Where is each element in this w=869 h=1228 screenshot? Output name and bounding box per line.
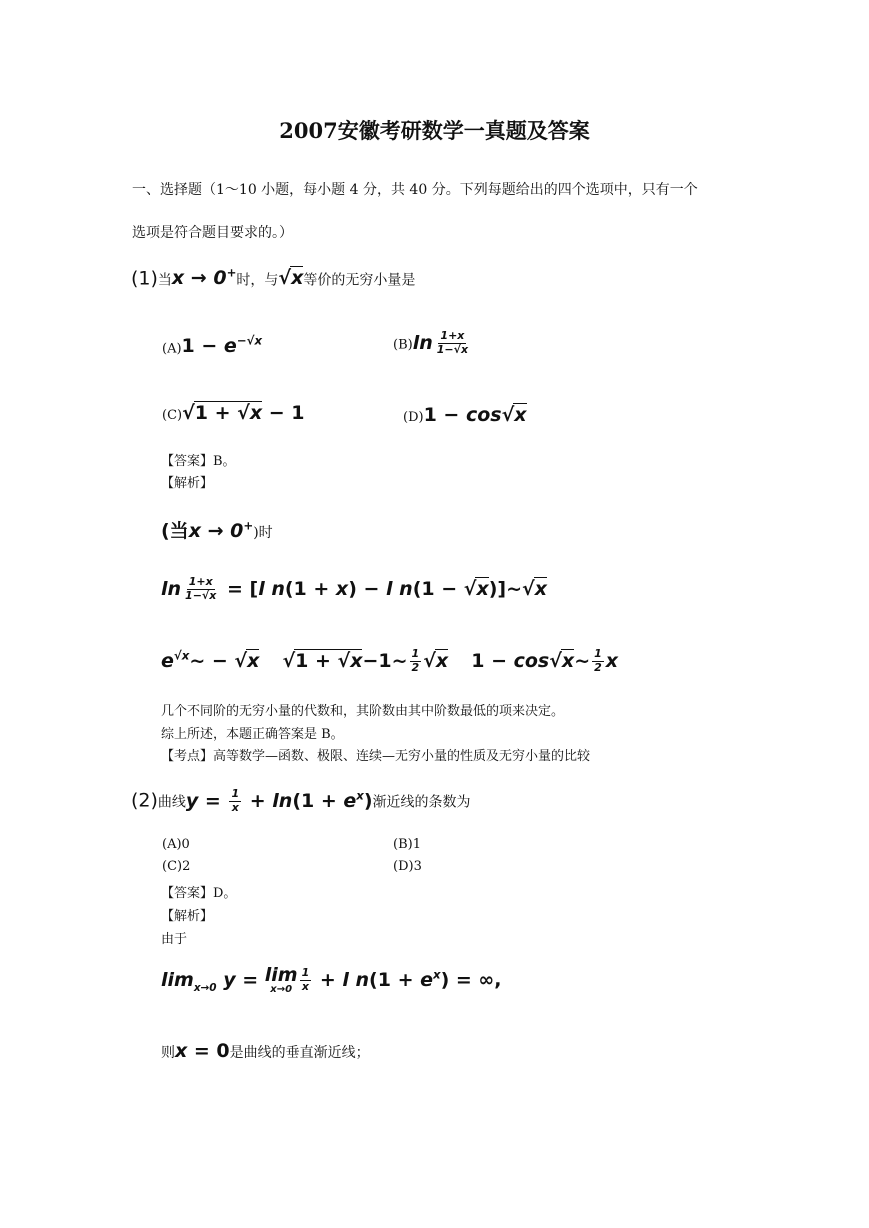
analysis-condition: (当x → 0+)时 <box>161 518 273 542</box>
option-a: (A)0 <box>162 837 190 852</box>
math-expr: x → 0+ <box>171 266 237 290</box>
section-intro-line1: 一、选择题（1～10 小题，每小题 4 分，共 40 分。下列每题给出的四个选项中，只有一个 <box>132 182 698 198</box>
option-d: (D)1 − cos√x <box>403 404 527 426</box>
analysis-equation-2 <box>161 648 618 674</box>
option-b: (B)1 <box>393 837 421 852</box>
analysis-limit-equation <box>161 966 501 995</box>
math-expr: 1 − cos√x~ $\frac{1}{2}$ x <box>471 647 619 674</box>
math-expr: ln $\frac{1+x}{1-√x}$ <box>412 329 469 356</box>
math-expr: ln $\frac{1+x}{1-√x}$ = [l n(1 + x) − l n(1 − √x)]~√x <box>161 575 547 602</box>
answer-label: 【答案】B。 <box>161 454 236 469</box>
analysis-label: 【解析】 <box>161 909 214 924</box>
answer-label: 【答案】D。 <box>161 886 237 901</box>
math-expr: √1 + √x−1~ $\frac{1}{2}$ √x <box>282 647 449 674</box>
math-expr: √x <box>278 267 304 290</box>
page-title: 2007安徽考研数学一真题及答案 <box>279 118 590 143</box>
question-number: (1) <box>131 267 158 290</box>
math-expr: 1 − cos√x <box>423 404 527 426</box>
question-1-stem: (1)当x → 0+时，与√x等价的无穷小量是 <box>131 266 416 290</box>
analysis-conclusion: 则x = 0是曲线的垂直渐近线； <box>161 1040 370 1062</box>
analysis-label: 【解析】 <box>161 476 214 491</box>
option-c: (C)√1 + √x − 1 <box>162 402 305 424</box>
math-expr: $\lim_{x\to 0} y$ = lim x→0 $\frac{1}{x}$ + l $n(1 + e^x)$ = ∞, <box>161 964 502 995</box>
math-expr: y = $\frac{1}{x}$ + $\ln(1 + e^x)$ <box>185 787 373 814</box>
option-d: (D)3 <box>393 859 422 874</box>
math-expr: x → 0+ <box>188 518 254 542</box>
math-expr: $e^{√x}\sim - √x$ <box>161 648 260 672</box>
math-expr: √1 + √x − 1 <box>182 402 305 424</box>
analysis-note-2: 综上所述，本题正确答案是 B。 <box>161 727 344 742</box>
question-number: (2) <box>131 789 158 812</box>
analysis-note-1: 几个不同阶的无穷小量的代数和，其阶数由其中阶数最低的项来决定。 <box>161 704 565 719</box>
option-c: (C)2 <box>162 859 191 874</box>
question-2-stem: (2)曲线y = $\frac{1}{x}$ + $\ln(1 + e^x)$渐近线的条数为 <box>131 787 471 814</box>
math-expr: x = 0 <box>175 1040 230 1062</box>
math-expr: $1 - e^{-√x}$ <box>181 334 263 358</box>
option-b: (B)ln $\frac{1+x}{1-√x}$ <box>393 330 472 356</box>
knowledge-point: 【考点】高等数学—函数、极限、连续—无穷小量的性质及无穷小量的比较 <box>161 749 591 764</box>
analysis-since: 由于 <box>161 932 188 947</box>
option-a: $(A)1 - e^{-√x}$ <box>162 334 263 358</box>
section-intro-line2: 选项是符合题目要求的。） <box>132 225 293 241</box>
analysis-equation-1 <box>161 576 547 602</box>
